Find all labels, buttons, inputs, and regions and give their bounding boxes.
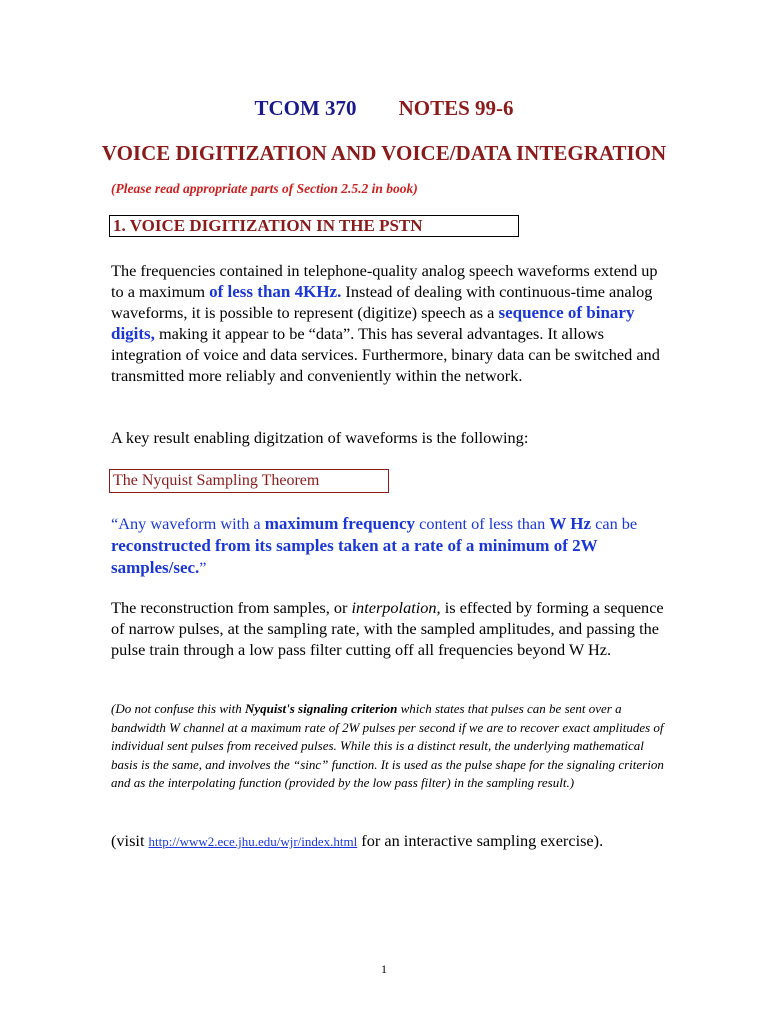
highlight-text: sequence of binary digits, <box>111 303 635 343</box>
page-number: 1 <box>381 962 387 976</box>
section-heading: 1. VOICE DIGITIZATION IN THE PSTN <box>109 215 519 237</box>
page-title <box>0 96 768 121</box>
signaling-criterion-note <box>111 700 671 793</box>
quote-emphasis: W Hz <box>549 514 592 533</box>
bold-term: Nyquist's signaling criterion <box>244 701 398 716</box>
quote-text: can be <box>591 514 638 533</box>
text-span: is effected by forming a sequence of narrow pulses, at the sampling rate, with the sampled amplitudes, and passing the pulse train through a low pass filter cutting off all frequencies beyond W Hz. <box>111 598 664 659</box>
text-span: The reconstruction from samples, or <box>111 598 352 617</box>
highlight-text: of less than 4KHz. <box>209 282 342 301</box>
quote-emphasis: reconstructed from its samples taken at a rate of a minimum of 2W samples/sec. <box>111 536 598 577</box>
paragraph-key-result: A key result enabling digitzation of waveforms is the following: <box>111 428 529 447</box>
paragraph-intro <box>111 260 671 386</box>
exercise-link[interactable]: http://www2.ece.jhu.edu/wjr/index.html <box>148 834 358 849</box>
quote-emphasis: maximum frequency <box>264 514 416 533</box>
paragraph-reconstruction <box>111 597 671 660</box>
notes-number: NOTES 99-6 <box>398 96 514 120</box>
text-span: for an interactive sampling exercise). <box>357 831 604 850</box>
text-span: Instead of dealing with continuous-time analog waveforms, it is possible to represent (digitize) speech as a <box>111 282 653 322</box>
quote-text: ” <box>199 558 207 577</box>
quote-text: “Any waveform with a <box>111 514 265 533</box>
text-span: (visit <box>111 831 149 850</box>
theorem-heading: The Nyquist Sampling Theorem <box>109 469 389 493</box>
document-subtitle: VOICE DIGITIZATION AND VOICE/DATA INTEGRATION <box>101 141 667 165</box>
reading-note: (Please read appropriate parts of Section 2.5.2 in book) <box>111 181 418 196</box>
text-span: The frequencies contained in telephone-quality analog speech waveforms extend up to a maximum <box>111 261 658 301</box>
text-span: (Do not confuse this with <box>111 701 245 716</box>
visit-paragraph <box>111 830 671 852</box>
text-span: making it appear to be “data”. This has several advantages. It allows integration of voice and data services. Furthermore, binary data can be switched and transmitted more reliably and conveniently within the network. <box>111 324 660 385</box>
italic-term: interpolation, <box>351 598 441 617</box>
quote-text: content of less than <box>415 514 550 533</box>
theorem-quote <box>111 513 671 579</box>
text-span: which states that pulses can be sent over a bandwidth W channel at a maximum rate of 2W pulses per second if we are to recover exact amplitudes of individual sent pulses from received pulses. While this is a distinct result, the underlying mathematical basis is the same, and involves the “sinc” function. It is used as the pulse shape for the signaling criterion and as the interpolating function (provided by the low pass filter) in the sampling result.) <box>111 701 664 790</box>
course-code: TCOM 370 <box>254 96 357 120</box>
